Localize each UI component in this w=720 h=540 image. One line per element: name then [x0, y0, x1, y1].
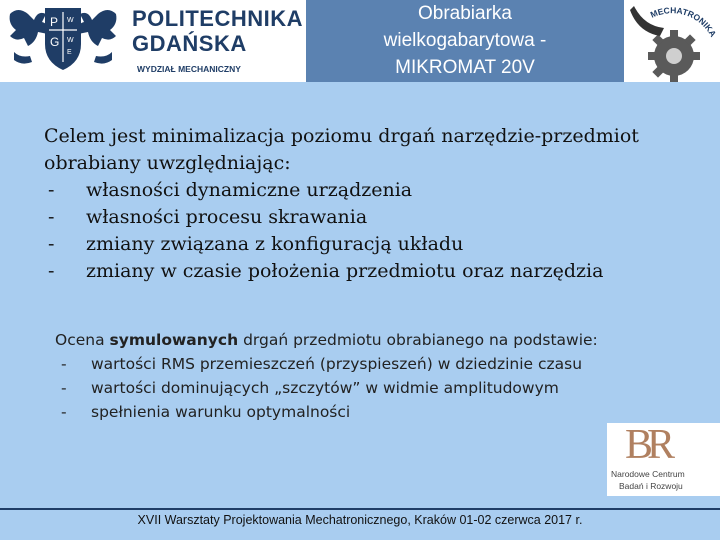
- bullet-text: zmiany związana z konfiguracją układu: [86, 233, 464, 255]
- bullet-text: wartości RMS przemieszczeń (przyspieszeń) w dziedzinie czasu: [91, 355, 583, 373]
- secondary-intro: [55, 328, 675, 352]
- mechatronika-logo-block: [624, 0, 720, 82]
- mechatronika-arc-text: MECHATRONIKA: [648, 5, 719, 39]
- ncbr-line1: Narodowe Centrum: [611, 469, 685, 479]
- university-logo-block: [0, 0, 307, 82]
- ncbr-logo-block: [607, 423, 720, 496]
- list-item: [44, 177, 704, 204]
- bullet-dash: -: [48, 206, 55, 228]
- logo-cell-g: G: [50, 35, 60, 49]
- bullet-text: spełnienia warunku optymalności: [91, 403, 351, 421]
- secondary-intro-suffix: drgań przedmiotu obrabianego na podstawie:: [238, 331, 598, 349]
- intro-line1: Celem jest minimalizacja poziomu drgań narzędzie-przedmiot: [44, 125, 639, 147]
- list-item: [55, 376, 675, 400]
- bullet-dash: -: [61, 355, 67, 373]
- bullet-dash: -: [61, 403, 67, 421]
- bullet-dash: -: [61, 379, 67, 397]
- list-item: [44, 231, 704, 258]
- list-item: [44, 204, 704, 231]
- logo-cell-w1: W: [67, 17, 74, 24]
- bullet-dash: -: [48, 260, 55, 282]
- ncbr-monogram: BR: [625, 422, 670, 468]
- slide-title-line1: Obrabiarka: [418, 3, 512, 24]
- footer-divider: [0, 508, 720, 510]
- bullet-dash: -: [48, 233, 55, 255]
- footer-text: XVII Warsztaty Projektowania Mechatronicznego, Kraków 01-02 czerwca 2017 r.: [137, 513, 583, 527]
- bullet-text: własności procesu skrawania: [86, 206, 368, 228]
- shield-icon: [45, 8, 81, 70]
- slide-title-line3: MIKROMAT 20V: [395, 57, 535, 78]
- logo-cell-w2: W: [67, 37, 74, 44]
- faculty-name: WYDZIAŁ MECHANICZNY: [137, 64, 241, 74]
- ncbr-line2: Badań i Rozwoju: [619, 481, 683, 491]
- list-item: [55, 400, 675, 424]
- logo-cell-p: P: [50, 15, 59, 29]
- list-item: [44, 258, 704, 285]
- secondary-intro-prefix: Ocena: [55, 331, 110, 349]
- bullet-text: zmiany w czasie położenia przedmiotu oraz narzędzia: [86, 260, 604, 282]
- university-name-line1: POLITECHNIKA: [132, 6, 303, 31]
- gear-icon: [624, 0, 720, 82]
- griffin-right-icon: [78, 10, 117, 64]
- bullet-text: wartości dominujących „szczytów” w widmie amplitudowym: [91, 379, 559, 397]
- university-name-line2: GDAŃSKA: [132, 31, 247, 56]
- bullet-dash: -: [48, 179, 55, 201]
- main-content: [44, 123, 704, 285]
- list-item: [55, 352, 675, 376]
- slide-title-block: [306, 0, 624, 82]
- secondary-intro-bold: symulowanych: [109, 331, 239, 349]
- logo-cell-e: E: [67, 49, 72, 56]
- griffin-left-icon: [10, 10, 49, 64]
- intro-line2: obrabiany uwzględniając:: [44, 152, 291, 174]
- slide-title-line2: wielkogabarytowa -: [383, 30, 547, 51]
- bullet-text: własności dynamiczne urządzenia: [86, 179, 413, 201]
- secondary-content: [55, 328, 675, 424]
